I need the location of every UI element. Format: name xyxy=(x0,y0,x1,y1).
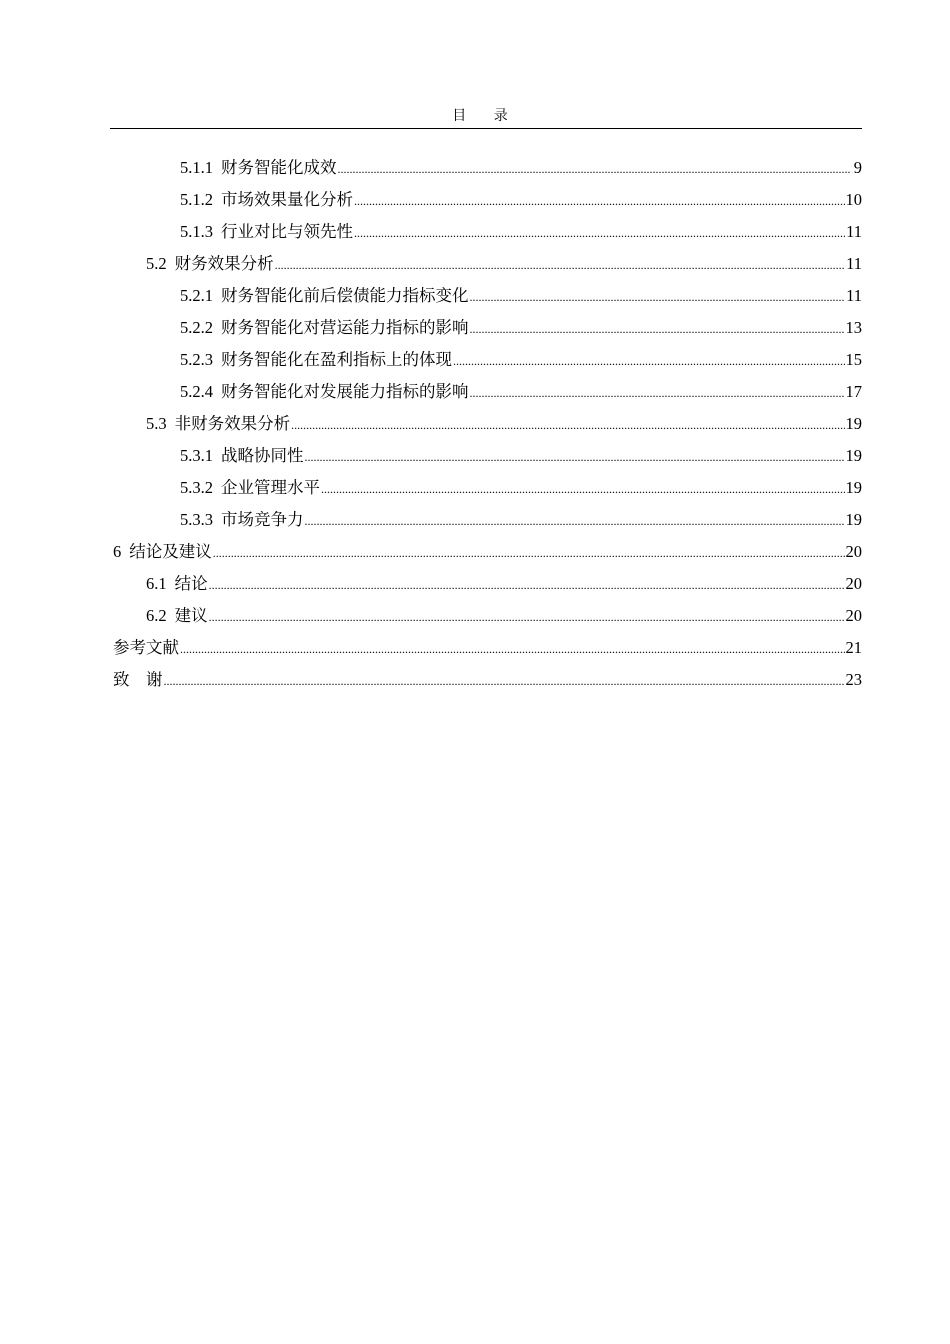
toc-entry-number: 5.3.1 xyxy=(180,446,213,465)
toc-entry[interactable] xyxy=(110,568,862,600)
toc-entry[interactable] xyxy=(110,312,862,344)
toc-entry-title: 财务智能化对发展能力指标的影响 xyxy=(221,382,469,401)
dot-leader xyxy=(305,440,845,473)
dot-leader xyxy=(470,280,846,313)
page-header-title: 目 录 xyxy=(452,109,520,124)
toc-entry-title: 战略协同性 xyxy=(221,446,304,465)
toc-entry-page: 11 xyxy=(846,286,862,305)
toc-entry-page: 15 xyxy=(845,350,862,369)
toc-entry-page: 21 xyxy=(845,638,862,657)
toc-entry-title: 结论 xyxy=(174,574,208,593)
toc-entry-title: 参考文献 xyxy=(113,638,179,657)
toc-entry-number: 5.2 xyxy=(146,254,167,273)
table-of-contents xyxy=(110,152,862,696)
toc-entry-page: 23 xyxy=(845,670,862,689)
toc-entry-number: 5.1.3 xyxy=(180,222,213,241)
toc-entry-page: 11 xyxy=(846,254,862,273)
dot-leader xyxy=(321,472,845,505)
toc-entry-title: 市场竞争力 xyxy=(221,510,304,529)
toc-entry[interactable] xyxy=(110,600,862,632)
toc-entry-page: 13 xyxy=(845,318,862,337)
toc-entry[interactable] xyxy=(110,248,862,280)
toc-entry-page: 20 xyxy=(845,606,862,625)
toc-entry-title: 财务智能化对营运能力指标的影响 xyxy=(221,318,469,337)
dot-leader xyxy=(470,312,845,345)
toc-entry[interactable] xyxy=(110,440,862,472)
toc-entry-title: 行业对比与领先性 xyxy=(221,222,353,241)
toc-entry-number: 5.2.3 xyxy=(180,350,213,369)
dot-leader xyxy=(209,600,845,633)
dot-leader xyxy=(305,504,845,537)
toc-entry-title: 结论及建议 xyxy=(129,542,212,561)
toc-entry-page: 20 xyxy=(845,542,862,561)
toc-entry[interactable] xyxy=(110,664,862,696)
toc-entry-title: 财务智能化成效 xyxy=(221,158,337,177)
toc-entry-title: 非财务效果分析 xyxy=(174,414,291,433)
dot-leader xyxy=(209,568,845,601)
toc-entry-page: 19 xyxy=(845,414,862,433)
toc-entry-page: 20 xyxy=(845,574,862,593)
dot-leader xyxy=(291,408,844,441)
toc-entry-page: 19 xyxy=(845,478,862,497)
toc-entry-title: 致 谢 xyxy=(113,670,163,689)
toc-entry-title: 财务智能化前后偿债能力指标变化 xyxy=(221,286,469,305)
dot-leader xyxy=(164,664,845,697)
toc-entry[interactable] xyxy=(110,184,862,216)
toc-entry-page: 11 xyxy=(846,222,862,241)
toc-entry[interactable] xyxy=(110,408,862,440)
toc-entry-number: 5.1.1 xyxy=(180,158,213,177)
toc-entry[interactable] xyxy=(110,216,862,248)
toc-entry[interactable] xyxy=(110,344,862,376)
toc-entry-number: 6.1 xyxy=(146,574,167,593)
toc-entry-number: 5.3 xyxy=(146,414,167,433)
toc-entry-number: 5.2.2 xyxy=(180,318,213,337)
toc-entry-number: 6 xyxy=(113,542,122,561)
toc-entry-title: 企业管理水平 xyxy=(221,478,320,497)
dot-leader xyxy=(453,344,845,377)
toc-entry-number: 5.2.4 xyxy=(180,382,213,401)
dot-leader xyxy=(180,632,845,665)
toc-entry-page: 19 xyxy=(845,510,862,529)
toc-entry-title: 财务智能化在盈利指标上的体现 xyxy=(221,350,452,369)
header-divider xyxy=(110,128,862,129)
toc-entry-number: 5.2.1 xyxy=(180,286,213,305)
dot-leader xyxy=(354,216,845,249)
toc-entry-page: 19 xyxy=(845,446,862,465)
toc-entry-title: 财务效果分析 xyxy=(174,254,274,273)
toc-entry[interactable] xyxy=(110,376,862,408)
toc-entry[interactable] xyxy=(110,504,862,536)
toc-entry[interactable] xyxy=(110,536,862,568)
toc-entry-number: 5.1.2 xyxy=(180,190,213,209)
toc-entry-number: 6.2 xyxy=(146,606,167,625)
dot-leader xyxy=(470,376,845,409)
toc-entry[interactable] xyxy=(110,472,862,504)
toc-entry-number: 5.3.2 xyxy=(180,478,213,497)
dot-leader xyxy=(275,248,845,281)
dot-leader xyxy=(213,536,845,569)
toc-entry-number: 5.3.3 xyxy=(180,510,213,529)
dot-leader xyxy=(354,184,845,217)
toc-entry-page: 10 xyxy=(845,190,862,209)
dot-leader xyxy=(338,152,852,185)
toc-entry-page: 9 xyxy=(853,158,862,177)
toc-entry[interactable] xyxy=(110,152,862,184)
toc-entry-page: 17 xyxy=(845,382,862,401)
toc-entry-title: 建议 xyxy=(174,606,208,625)
toc-entry[interactable] xyxy=(110,632,862,664)
toc-entry[interactable] xyxy=(110,280,862,312)
toc-entry-title: 市场效果量化分析 xyxy=(221,190,353,209)
